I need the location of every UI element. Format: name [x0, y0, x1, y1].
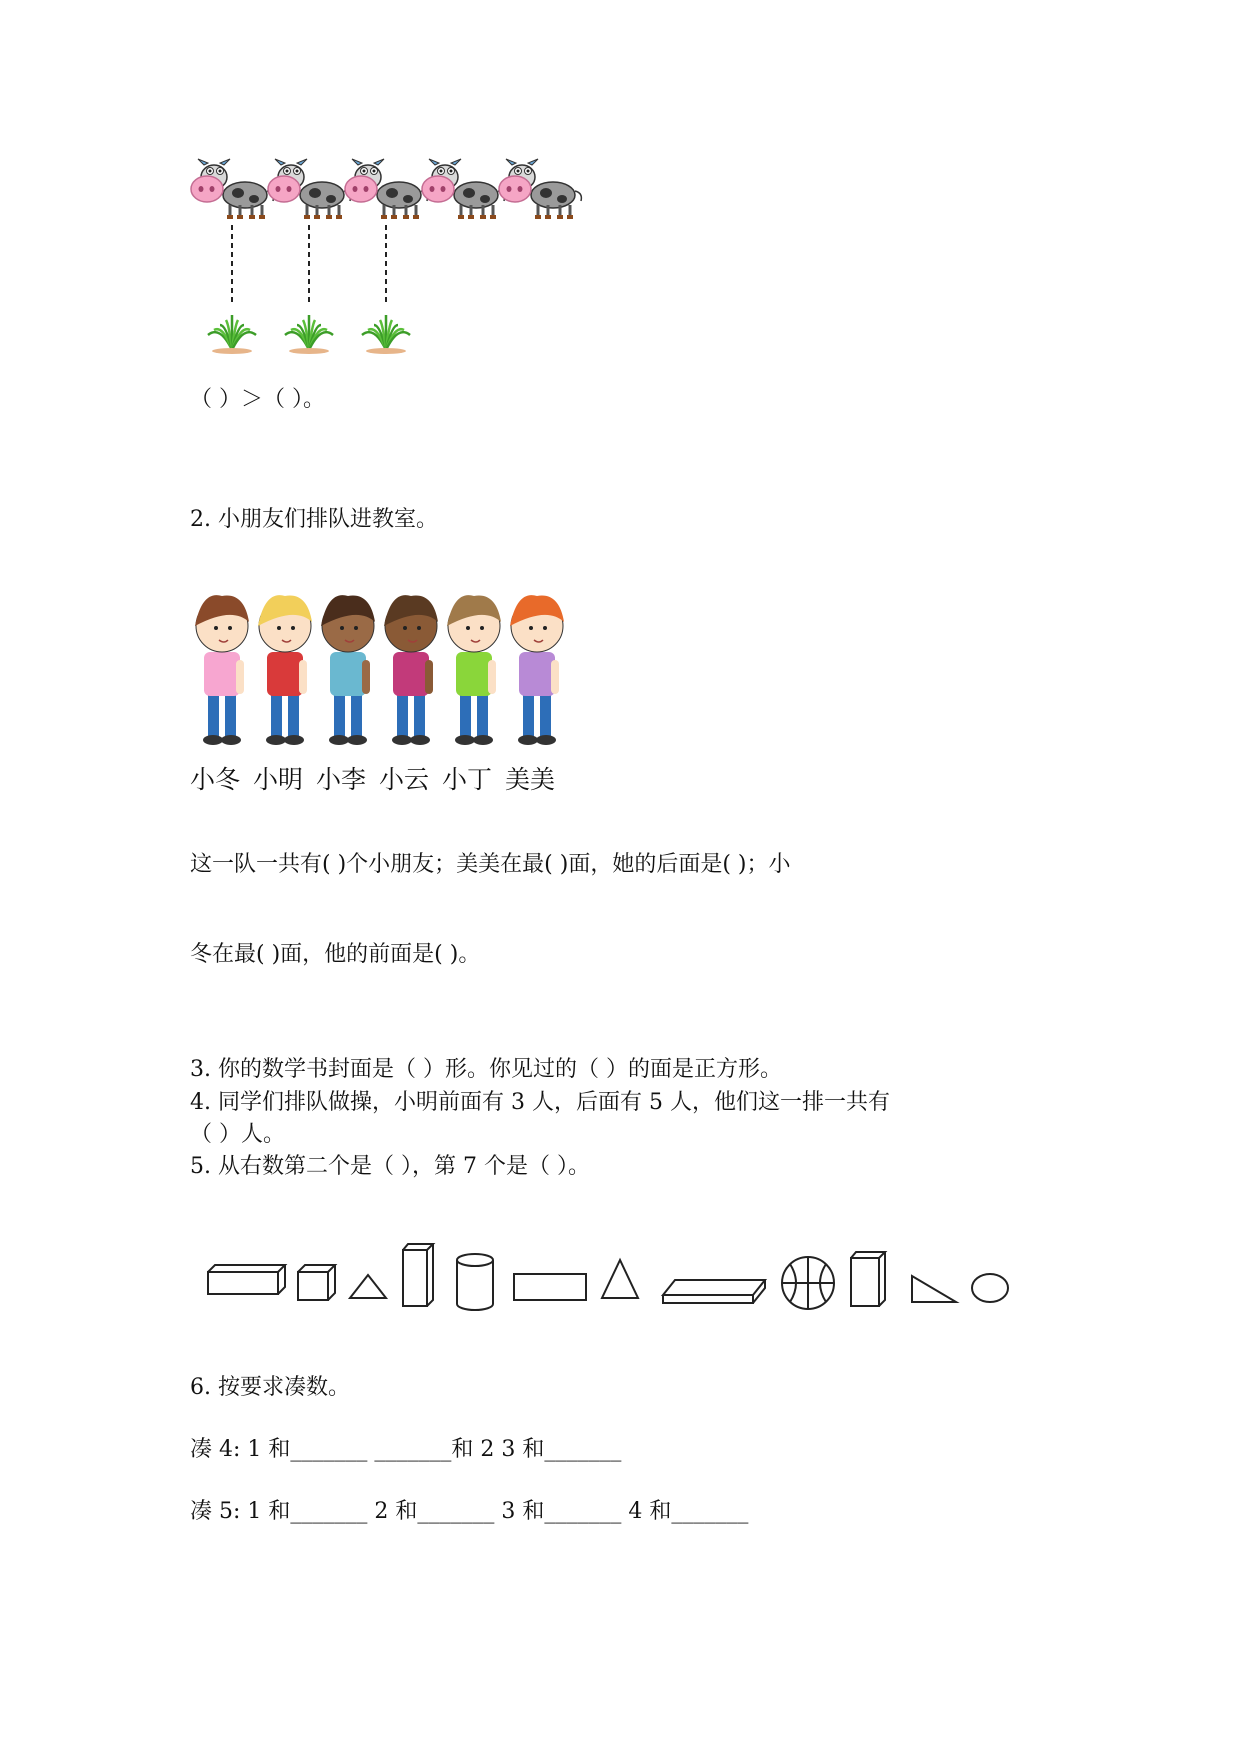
child-name: 小明 — [253, 765, 304, 794]
child-picture — [258, 595, 312, 745]
cow-picture — [499, 159, 581, 219]
cow-picture — [268, 159, 350, 219]
question-3: 3. 你的数学书封面是（ ）形。你见过的（ ）的面是正方形。 — [190, 1057, 782, 1082]
small-tall-cuboid-shape — [851, 1252, 885, 1306]
question-2-line-1: 这一队一共有( )个小朋友；美美在最( )面，她的后面是( )；小 — [190, 852, 791, 877]
flat-cuboid-shape — [663, 1280, 765, 1303]
question-6-title: 6. 按要求凑数。 — [190, 1375, 350, 1400]
children-in-line-illustration — [190, 590, 580, 750]
cows-and-grass-illustration — [190, 155, 640, 360]
child-name: 小云 — [379, 765, 430, 794]
right-triangle-shape — [912, 1276, 956, 1302]
cuboid-shape — [208, 1265, 285, 1294]
ball-shape — [782, 1257, 834, 1309]
child-picture — [384, 595, 438, 745]
question-4-line-1: 4. 同学们排队做操，小明前面有 3 人，后面有 5 人，他们这一排一共有 — [190, 1090, 890, 1115]
cow-picture — [345, 159, 427, 219]
rectangle-shape — [514, 1274, 586, 1300]
grass-picture — [362, 225, 410, 354]
make-5-row: 凑 5: 1 和_______ 2 和_______ 3 和_______ 4 和_______ — [190, 1499, 749, 1524]
cow-picture — [422, 159, 504, 219]
child-picture — [447, 595, 501, 745]
grass-picture — [208, 225, 256, 354]
tall-triangle-shape — [602, 1260, 638, 1298]
cube-shape — [298, 1265, 335, 1300]
cylinder-shape — [457, 1254, 493, 1310]
child-name: 小李 — [316, 765, 367, 794]
cow-picture — [191, 159, 273, 219]
child-name: 小冬 — [190, 765, 241, 794]
comparison-line: （ ）＞（ ）。 — [190, 387, 325, 412]
child-name: 小丁 — [442, 765, 493, 794]
children-names — [190, 760, 568, 796]
question-2-line-2: 冬在最( )面，他的前面是( )。 — [190, 942, 481, 967]
question-2-title: 2. 小朋友们排队进教室。 — [190, 507, 438, 532]
make-4-row: 凑 4: 1 和_______ _______和 2 3 和_______ — [190, 1437, 622, 1462]
child-name: 美美 — [505, 765, 556, 794]
tall-cuboid-shape — [403, 1244, 433, 1306]
question-5: 5. 从右数第二个是（ ），第 7 个是（ ）。 — [190, 1154, 590, 1179]
shapes-row-illustration — [200, 1240, 1030, 1320]
child-picture — [195, 595, 249, 745]
triangle-shape — [350, 1275, 386, 1298]
question-4-line-2: （ ）人。 — [190, 1122, 285, 1147]
child-picture — [321, 595, 375, 745]
oval-shape — [972, 1274, 1008, 1302]
child-picture — [510, 595, 564, 745]
grass-picture — [285, 225, 333, 354]
